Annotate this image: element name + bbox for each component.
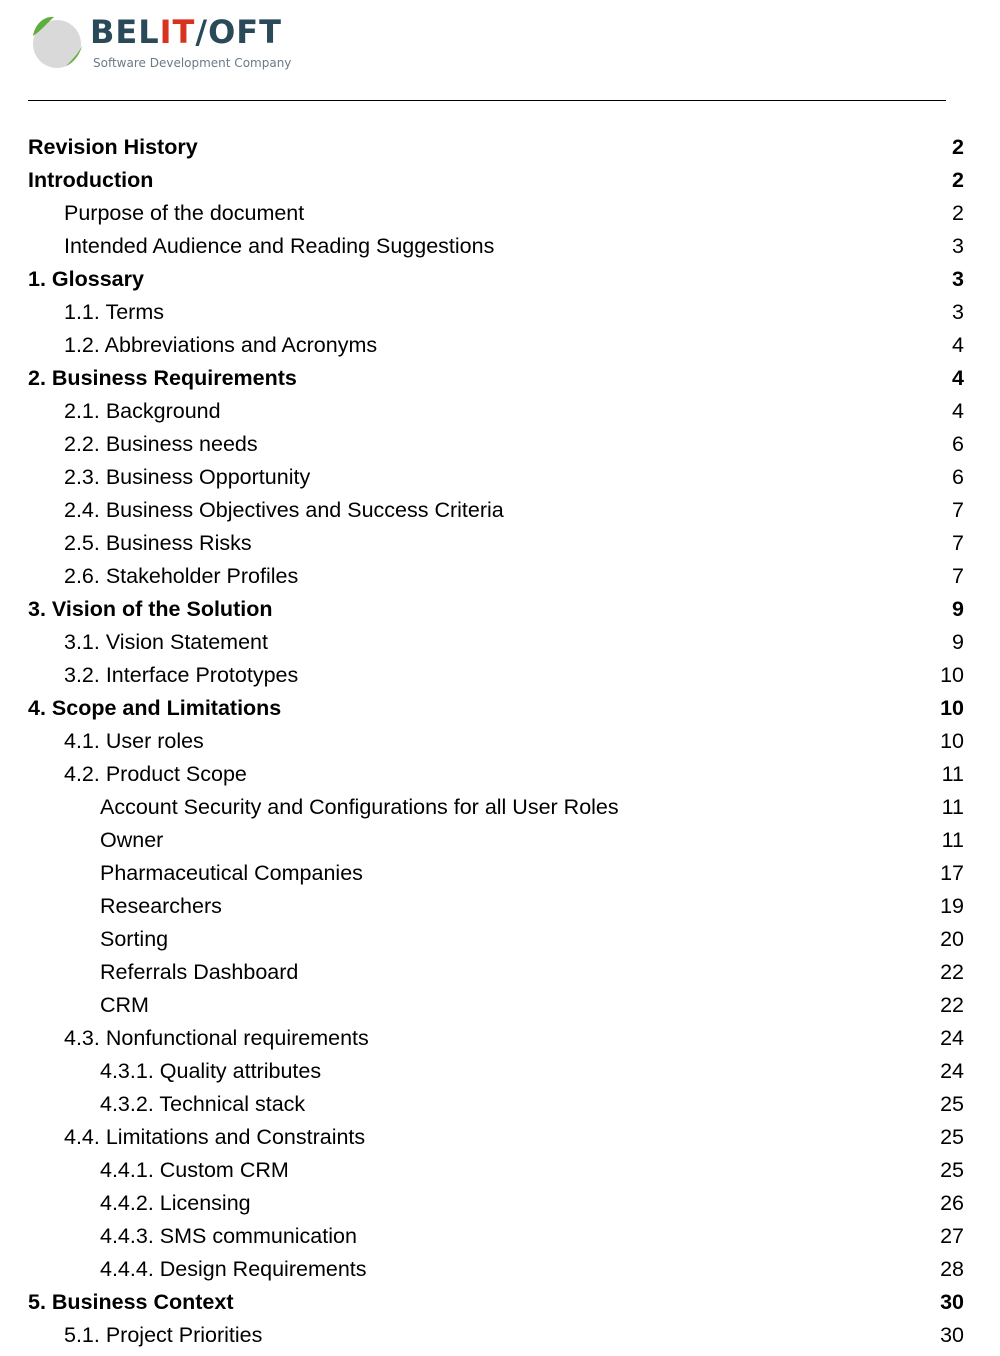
toc-entry-page-number[interactable]: 24 — [940, 1059, 964, 1083]
toc-entry[interactable] — [0, 593, 1000, 626]
toc-entry[interactable] — [0, 428, 1000, 461]
toc-entry[interactable] — [0, 1088, 1000, 1121]
toc-entry-title[interactable]: Researchers — [100, 894, 222, 918]
logo-tagline: Software Development Company — [93, 56, 292, 70]
toc-entry-title[interactable]: 4.4.1. Custom CRM — [100, 1158, 289, 1182]
toc-entry-page-number[interactable]: 4 — [952, 333, 964, 357]
toc-entry-page-number[interactable]: 20 — [940, 927, 964, 951]
toc-entry-title[interactable]: CRM — [100, 993, 149, 1017]
toc-entry-page-number[interactable]: 30 — [940, 1290, 964, 1314]
toc-entry[interactable] — [0, 131, 1000, 164]
toc-entry-page-number[interactable]: 3 — [952, 234, 964, 258]
toc-entry-title[interactable]: Account Security and Configurations for all User Roles — [100, 795, 619, 819]
toc-entry-title[interactable]: 2.5. Business Risks — [64, 531, 252, 555]
toc-entry-page-number[interactable]: 9 — [952, 597, 964, 621]
toc-entry-title[interactable]: 2.1. Background — [64, 399, 221, 423]
toc-entry[interactable] — [0, 1319, 1000, 1352]
toc-entry[interactable] — [0, 263, 1000, 296]
toc-entry-page-number[interactable]: 3 — [952, 267, 964, 291]
toc-entry-title[interactable]: 2.3. Business Opportunity — [64, 465, 311, 489]
toc-entry-page-number[interactable]: 26 — [940, 1191, 964, 1215]
toc-entry-title[interactable]: Revision History — [28, 135, 198, 159]
toc-entry[interactable] — [0, 923, 1000, 956]
table-of-contents — [0, 131, 1000, 1352]
toc-entry-page-number[interactable]: 10 — [940, 729, 964, 753]
toc-entry-page-number[interactable]: 4 — [952, 399, 964, 423]
toc-entry-page-number[interactable]: 27 — [940, 1224, 964, 1248]
toc-entry-title[interactable]: Purpose of the document — [64, 201, 305, 225]
toc-entry[interactable] — [0, 527, 1000, 560]
toc-entry-title[interactable]: 1.1. Terms — [64, 300, 164, 324]
toc-entry-title[interactable]: 4.1. User roles — [64, 729, 204, 753]
toc-entry[interactable] — [0, 1187, 1000, 1220]
toc-entry-title[interactable]: Referrals Dashboard — [100, 960, 299, 984]
toc-entry-page-number[interactable]: 28 — [940, 1257, 964, 1281]
toc-entry-page-number[interactable]: 2 — [952, 168, 964, 192]
toc-entry-page-number[interactable]: 3 — [952, 300, 964, 324]
toc-entry-page-number[interactable]: 10 — [940, 696, 964, 720]
toc-entry[interactable] — [0, 1022, 1000, 1055]
toc-entry-page-number[interactable]: 11 — [941, 828, 964, 852]
logo-wordmark-part2: IT — [159, 13, 196, 51]
toc-entry[interactable] — [0, 791, 1000, 824]
toc-entry[interactable] — [0, 956, 1000, 989]
toc-entry[interactable] — [0, 1253, 1000, 1286]
toc-entry[interactable] — [0, 230, 1000, 263]
toc-entry[interactable] — [0, 1154, 1000, 1187]
toc-entry-page-number[interactable]: 7 — [952, 531, 964, 555]
toc-entry[interactable] — [0, 164, 1000, 197]
toc-entry-page-number[interactable]: 6 — [952, 432, 964, 456]
toc-entry-title[interactable]: 4.3.1. Quality attributes — [100, 1059, 322, 1083]
toc-entry[interactable] — [0, 758, 1000, 791]
company-logo — [30, 14, 330, 74]
toc-entry-page-number[interactable]: 7 — [952, 564, 964, 588]
toc-entry-page-number[interactable]: 22 — [940, 993, 964, 1017]
toc-entry-title[interactable]: 4.4. Limitations and Constraints — [64, 1125, 366, 1149]
header-divider — [28, 100, 946, 101]
toc-entry-title[interactable]: 4.4.4. Design Requirements — [100, 1257, 367, 1281]
toc-entry-title[interactable]: Pharmaceutical Companies — [100, 861, 363, 885]
logo-sphere-icon — [30, 14, 86, 70]
toc-entry[interactable] — [0, 329, 1000, 362]
toc-entry-page-number[interactable]: 11 — [941, 762, 964, 786]
toc-entry[interactable] — [0, 824, 1000, 857]
toc-entry-title[interactable]: 4.4.3. SMS communication — [100, 1224, 357, 1248]
toc-entry[interactable] — [0, 461, 1000, 494]
toc-entry-title[interactable]: 4. Scope and Limitations — [28, 696, 282, 720]
toc-entry[interactable] — [0, 692, 1000, 725]
toc-entry-title[interactable]: Owner — [100, 828, 164, 852]
toc-entry-title[interactable]: 4.4.2. Licensing — [100, 1191, 251, 1215]
toc-entry-title[interactable]: 4.3. Nonfunctional requirements — [64, 1026, 369, 1050]
toc-entry[interactable] — [0, 1055, 1000, 1088]
toc-entry-title[interactable]: 1.2. Abbreviations and Acronyms — [64, 333, 378, 357]
toc-entry-page-number[interactable]: 25 — [940, 1158, 964, 1182]
toc-entry-title[interactable]: 2.2. Business needs — [64, 432, 258, 456]
toc-entry[interactable] — [0, 857, 1000, 890]
toc-entry[interactable] — [0, 1121, 1000, 1154]
toc-entry[interactable] — [0, 296, 1000, 329]
toc-entry[interactable] — [0, 890, 1000, 923]
toc-entry[interactable] — [0, 362, 1000, 395]
toc-entry-title[interactable]: 3.1. Vision Statement — [64, 630, 268, 654]
toc-entry-page-number[interactable]: 6 — [952, 465, 964, 489]
toc-entry-page-number[interactable]: 2 — [952, 135, 964, 159]
toc-entry-title[interactable]: 1. Glossary — [28, 267, 144, 291]
toc-entry-title[interactable]: 5. Business Context — [28, 1290, 234, 1314]
toc-entry-page-number[interactable]: 2 — [952, 201, 964, 225]
toc-entry[interactable] — [0, 197, 1000, 230]
toc-entry[interactable] — [0, 1220, 1000, 1253]
logo-wordmark — [90, 14, 282, 50]
toc-entry[interactable] — [0, 659, 1000, 692]
toc-entry[interactable] — [0, 989, 1000, 1022]
logo-wordmark-part1: BEL — [90, 13, 160, 51]
toc-entry-title[interactable]: 4.2. Product Scope — [64, 762, 247, 786]
toc-entry-page-number[interactable]: 9 — [952, 630, 964, 654]
toc-entry-title[interactable]: 3. Vision of the Solution — [28, 597, 273, 621]
toc-entry-title[interactable]: 5.1. Project Priorities — [64, 1323, 263, 1347]
toc-entry-page-number[interactable]: 7 — [952, 498, 964, 522]
toc-entry-title[interactable]: Introduction — [28, 168, 154, 192]
toc-entry-title[interactable]: 2.4. Business Objectives and Success Criteria — [64, 498, 504, 522]
toc-entry[interactable] — [0, 494, 1000, 527]
toc-entry-page-number[interactable]: 22 — [940, 960, 964, 984]
toc-entry-page-number[interactable]: 19 — [940, 894, 964, 918]
toc-entry-page-number[interactable]: 11 — [941, 795, 964, 819]
toc-entry-page-number[interactable]: 25 — [940, 1125, 964, 1149]
toc-entry-title[interactable]: Sorting — [100, 927, 169, 951]
toc-entry[interactable] — [0, 395, 1000, 428]
toc-entry-page-number[interactable]: 25 — [940, 1092, 964, 1116]
toc-entry-title[interactable]: 3.2. Interface Prototypes — [64, 663, 299, 687]
toc-entry-page-number[interactable]: 4 — [952, 366, 964, 390]
toc-entry[interactable] — [0, 560, 1000, 593]
toc-entry-title[interactable]: Intended Audience and Reading Suggestions — [64, 234, 495, 258]
toc-entry[interactable] — [0, 626, 1000, 659]
toc-entry-title[interactable]: 4.3.2. Technical stack — [100, 1092, 306, 1116]
toc-entry-page-number[interactable]: 24 — [940, 1026, 964, 1050]
toc-entry-page-number[interactable]: 17 — [940, 861, 964, 885]
toc-entry-title[interactable]: 2. Business Requirements — [28, 366, 297, 390]
toc-entry[interactable] — [0, 725, 1000, 758]
toc-entry-title[interactable]: 2.6. Stakeholder Profiles — [64, 564, 299, 588]
toc-entry-page-number[interactable]: 30 — [940, 1323, 964, 1347]
logo-wordmark-part3: /OFT — [195, 13, 282, 51]
toc-entry-page-number[interactable]: 10 — [940, 663, 964, 687]
toc-entry[interactable] — [0, 1286, 1000, 1319]
